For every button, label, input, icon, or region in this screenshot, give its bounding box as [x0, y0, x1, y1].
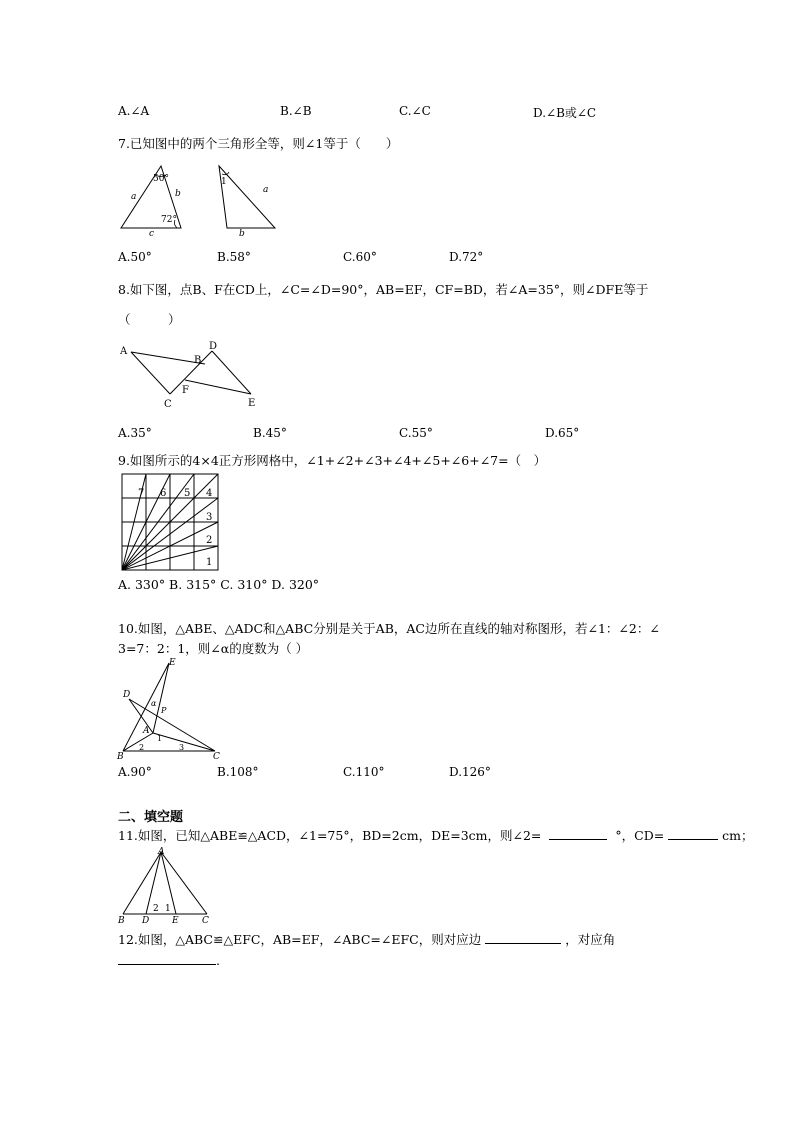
q6-option-b: B.∠B [280, 104, 312, 118]
q9-angle-4: 4 [206, 488, 213, 499]
q9-angle-6: 6 [160, 488, 167, 499]
q12-stem-part-a: 12.如图，△ABC≌△EFC，AB=EF，∠ABC=∠EFC，则对应边 [118, 932, 482, 947]
q10-angle-3: 3 [179, 743, 185, 752]
q8-label-c: C [164, 399, 172, 410]
q8-figure [115, 338, 275, 412]
q7-t2-angle-1: 1 [221, 177, 227, 187]
q8-label-e: E [248, 398, 256, 409]
q11-label-b: B [118, 916, 125, 924]
q7-t2-side-b: b [239, 229, 245, 239]
q7-t1-side-a: a [131, 192, 137, 202]
q7-figure [115, 160, 315, 240]
q10-option-a: A.90° [118, 765, 152, 779]
q11-figure [115, 844, 215, 924]
q6-option-a: A.∠A [118, 104, 150, 118]
q11-stem [118, 826, 754, 844]
q8-option-d: D.65° [545, 426, 580, 440]
q7-t1-side-b: b [175, 189, 181, 199]
q11-angle-1: 1 [165, 904, 171, 914]
q9-options: A. 330° B. 315° C. 310° D. 320° [118, 577, 320, 592]
q10-figure [115, 655, 225, 759]
q7-stem: 7.已知图中的两个三角形全等，则∠1等于（ ） [118, 136, 399, 151]
q12-blank-angles[interactable] [118, 952, 216, 965]
section-title-fill-in: 二、填空题 [118, 810, 184, 825]
q9-stem: 9.如图所示的4×4正方形网格中，∠1+∠2+∠3+∠4+∠5+∠6+∠7=（ ） [118, 453, 547, 468]
q10-label-p: P [161, 706, 167, 715]
q8-stem: 8.如下图，点B、F在CD上，∠C=∠D=90°，AB=EF，CF=BD，若∠A=35°，则∠DFE等于 [118, 282, 649, 297]
q12-stem [118, 930, 615, 948]
q11-stem-part-b: °，CD= [615, 828, 665, 843]
q9-angle-3: 3 [206, 512, 213, 523]
q8-option-a: A.35° [118, 426, 152, 440]
q6-option-c: C.∠C [399, 104, 431, 118]
q10-option-c: C.110° [343, 765, 385, 779]
q8-stem-paren: （ ） [118, 312, 181, 327]
q9-angle-2: 2 [206, 535, 213, 546]
q10-label-alpha: α [151, 699, 157, 708]
q11-blank-cd[interactable] [668, 827, 718, 840]
q7-t2-side-a: a [263, 185, 269, 195]
q12-stem-end: . [216, 953, 220, 968]
q8-label-d: D [209, 341, 218, 352]
q11-label-c: C [202, 916, 209, 924]
q11-label-e: E [172, 916, 179, 924]
q12-stem-line2 [118, 952, 220, 968]
q10-label-e: E [169, 658, 176, 668]
q8-option-c: C.55° [399, 426, 433, 440]
q10-label-d: D [123, 690, 131, 700]
q12-blank-sides[interactable] [485, 931, 561, 944]
q6-option-d: D.∠B或∠C [533, 106, 597, 120]
q10-label-a: A [143, 726, 150, 736]
q8-option-b: B.45° [253, 426, 287, 440]
q7-option-c: C.60° [343, 250, 377, 264]
q10-angle-2: 2 [139, 743, 145, 752]
q7-option-d: D.72° [449, 250, 484, 264]
q9-angle-5: 5 [184, 488, 191, 499]
q7-t1-top-angle: 50° [153, 174, 169, 184]
q11-stem-part-a: 11.如图，已知△ABE≌△ACD，∠1=75°，BD=2cm，DE=3cm，则∠2= [118, 828, 542, 843]
q10-stem: 10.如图，△ABE、△ADC和△ABC分别是关于AB，AC边所在直线的轴对称图形，若∠1：∠2：∠ [118, 621, 660, 636]
q7-t1-right-angle: 72° [161, 215, 177, 225]
q7-option-b: B.58° [217, 250, 251, 264]
q11-angle-2: 2 [153, 904, 159, 914]
q9-angle-1: 1 [206, 557, 213, 568]
q11-label-d: D [142, 916, 150, 924]
q9-angle-7: 7 [138, 488, 145, 499]
q8-label-a: A [120, 346, 128, 357]
q10-label-b: B [117, 752, 124, 759]
q8-label-b: B [194, 355, 202, 366]
q11-label-a: A [158, 847, 165, 857]
q7-option-a: A.50° [118, 250, 152, 264]
q10-option-b: B.108° [217, 765, 259, 779]
q10-label-c: C [213, 752, 220, 759]
q9-grid-figure [118, 470, 224, 574]
q10-option-d: D.126° [449, 765, 491, 779]
q12-stem-part-b: ，对应角 [565, 932, 616, 947]
q11-blank-angle2[interactable] [549, 827, 607, 840]
q10-stem-line2: 3=7：2：1，则∠α的度数为（ ） [118, 641, 309, 656]
q7-t1-side-c: c [149, 229, 155, 239]
q10-angle-1: 1 [157, 734, 163, 743]
q8-label-f: F [182, 385, 189, 396]
q11-stem-part-c: cm； [722, 828, 754, 843]
